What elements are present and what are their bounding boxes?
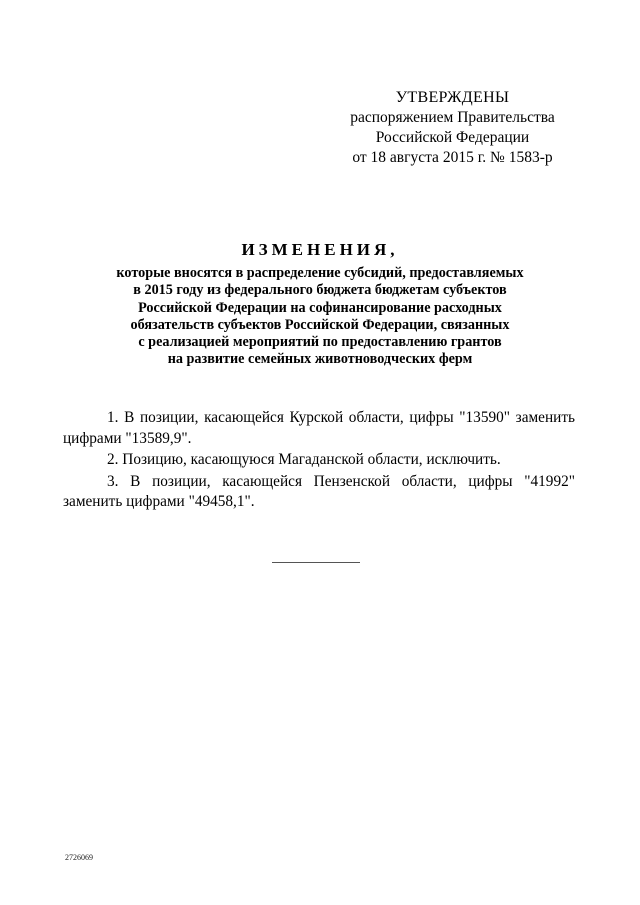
approval-line: распоряжением Правительства xyxy=(350,109,555,126)
subtitle-line: обязательств субъектов Российской Федерации, связанных xyxy=(130,316,510,333)
subtitle-line: Российской Федерации на софинансирование расходных xyxy=(138,299,502,316)
approval-line: Российской Федерации xyxy=(375,129,530,146)
approval-line: от 18 августа 2015 г. № 1583-р xyxy=(352,149,553,166)
change-item-1: 1. В позиции, касающейся Курской области, цифры "13590" заменить цифрами "13589,9". xyxy=(63,409,575,447)
subtitle-line: на развитие семейных животноводческих ферм xyxy=(167,351,473,368)
subtitle-line: которые вносятся в распределение субсидий, предоставляемых xyxy=(116,265,524,281)
change-item-2: 2. Позицию, касающуюся Магаданской области, исключить. xyxy=(107,451,501,468)
document-subtitle xyxy=(80,265,560,369)
document-code: 2726069 xyxy=(65,853,93,862)
document-body xyxy=(63,408,575,513)
change-item-3: 3. В позиции, касающейся Пензенской области, цифры "41992" заменить цифрами "49458,1". xyxy=(63,472,575,510)
subtitle-line: с реализацией мероприятий по предоставлению грантов xyxy=(138,334,502,351)
closing-divider xyxy=(272,562,360,563)
document-title: ИЗМЕНЕНИЯ, xyxy=(241,240,399,259)
approval-title: УТВЕРЖДЕНЫ xyxy=(395,89,510,106)
subtitle-line: в 2015 году из федерального бюджета бюджетам субъектов xyxy=(133,282,507,299)
approval-stamp xyxy=(330,88,575,168)
